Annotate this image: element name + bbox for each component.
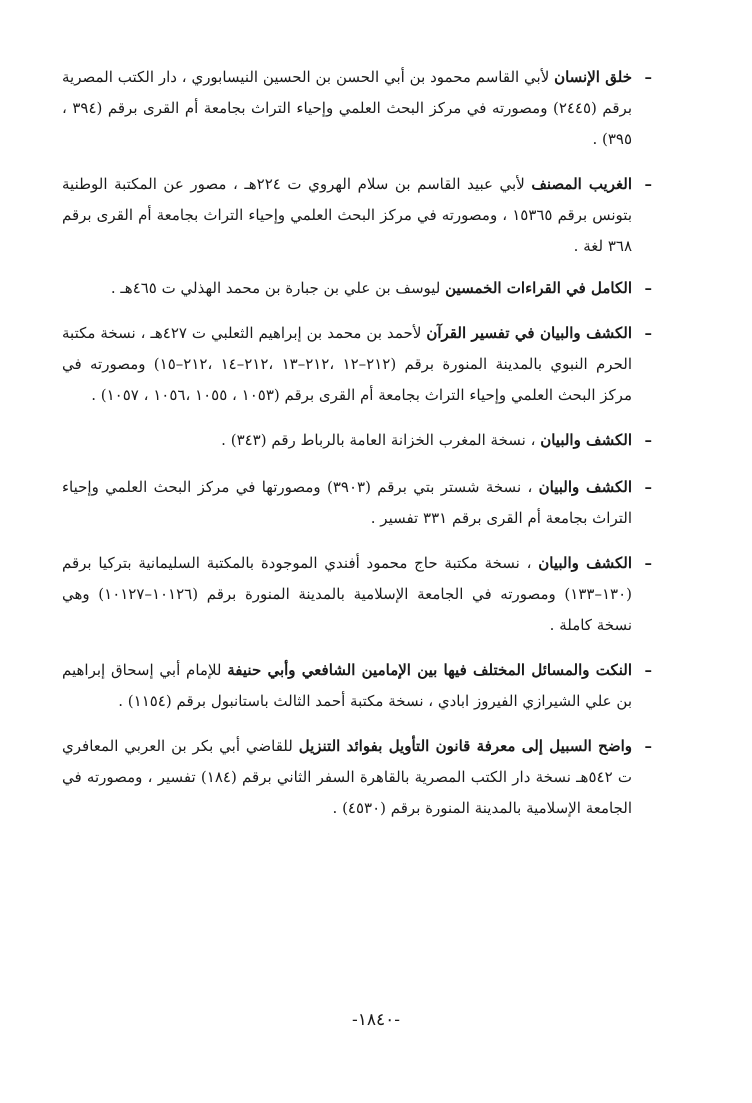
bibliography-entry (62, 655, 652, 717)
entry-dash: – (644, 737, 652, 755)
bibliography-entry (62, 318, 652, 411)
entry-body: ليوسف بن علي بن جبارة بن محمد الهذلي ت ٤٦٥هـ . (110, 279, 446, 297)
entry-title: الكشف والبيان (538, 554, 632, 572)
entry-body: لأحمد بن محمد بن إبراهيم الثعلبي ت ٤٢٧هـ ، نسخة مكتبة الحرم النبوي بالمدينة المنورة برقم (٢١٢–١٢ ،٢١٢–١٣ ،٢١٢–١٤ ،٢١٢–١٥) ومصورته في مركز البحث العلمي وإحياء التراث بجامعة أم القرى برقم (١٠٥٣ ، ١٠٥٥ ،١٠٥٦ ، ١٠٥٧) . (62, 324, 632, 404)
entry-dash: – (644, 478, 652, 496)
entry-body: لأبي عبيد القاسم بن سلام الهروي ت ٢٢٤هـ ، مصور عن المكتبة الوطنية بتونس برقم ١٥٣٦٥ ، ومصورته في مركز البحث العلمي وإحياء التراث بجامعة أم القرى برقم ٣٦٨ لغة . (62, 175, 632, 255)
bibliography-entry (62, 472, 652, 534)
entry-title: واضح السبيل إلى معرفة قانون التأويل بفوائد التنزيل (298, 737, 632, 755)
bibliography-entry (62, 62, 652, 155)
bibliography-entry (62, 169, 652, 262)
entry-body: للقاضي أبي بكر بن العربي المعافري ت ٥٤٢هـ نسخة دار الكتب المصرية بالقاهرة السفر الثاني برقم (١٨٤) تفسير ، ومصورته في الجامعة الإسلامية بالمدينة المنورة برقم (٤٥٣٠) . (62, 737, 633, 817)
entry-title: الكشف والبيان (538, 478, 632, 496)
entry-dash: – (644, 324, 652, 342)
bibliography-entry (62, 425, 652, 456)
entry-dash: – (644, 554, 652, 572)
entry-title: خلق الإنسان (554, 68, 632, 86)
bibliography-entry (62, 273, 652, 304)
entry-title: الكشف والبيان في تفسير القرآن (426, 324, 632, 342)
bibliography-entry (62, 731, 652, 824)
entry-title: الكامل في القراءات الخمسين (445, 279, 632, 297)
entry-dash: – (644, 68, 652, 86)
entry-body: ، نسخة مكتبة حاج محمود أفندي الموجودة بالمكتبة السليمانية بتركيا برقم (١٣٠–١٣٣) ومصورته في الجامعة الإسلامية بالمدينة المنورة برقم (١٠١٢٦–١٠١٢٧) وهي نسخة كاملة . (62, 554, 632, 634)
entry-body: لأبي القاسم محمود بن أبي الحسن بن الحسين النيسابوري ، دار الكتب المصرية برقم (٢٤٤٥) ومصورته في مركز البحث العلمي وإحياء التراث بجامعة أم القرى برقم (٣٩٤ ، ٣٩٥) . (62, 68, 633, 148)
entry-dash: – (644, 279, 652, 297)
entry-body: ، نسخة شستر بتي برقم (٣٩٠٣) ومصورتها في مركز البحث العلمي وإحياء التراث بجامعة أم القرى برقم ٣٣١ تفسير . (62, 478, 632, 527)
entry-title: النكت والمسائل المختلف فيها بين الإمامين الشافعي وأبي حنيفة (227, 661, 632, 679)
entry-dash: – (644, 175, 652, 193)
entry-dash: – (644, 431, 652, 449)
entry-title: الغريب المصنف (531, 175, 632, 193)
page-number: -١٨٤٠- (351, 1010, 401, 1030)
bibliography-list (62, 62, 652, 824)
bibliography-entry (62, 548, 652, 641)
entry-body: ، نسخة المغرب الخزانة العامة بالرباط رقم (٣٤٣) . (221, 431, 541, 449)
entry-body: للإمام أبي إسحاق إبراهيم بن علي الشيرازي الفيروز ابادي ، نسخة مكتبة أحمد الثالث باستانبول برقم (١١٥٤) . (62, 661, 632, 710)
entry-title: الكشف والبيان (540, 431, 632, 449)
entry-dash: – (644, 661, 652, 679)
